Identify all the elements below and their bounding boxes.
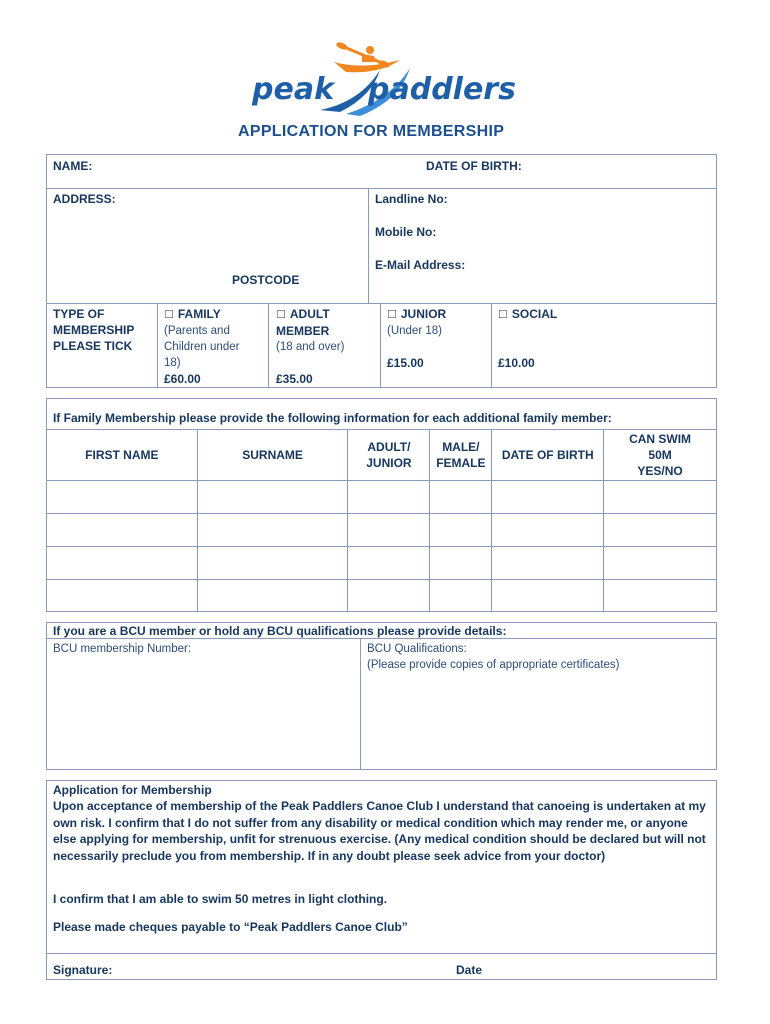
membership-option-family[interactable]: ☐ FAMILY (Parents and Children under 18) £60.00 [164,306,264,387]
checkbox-icon[interactable]: ☐ [387,309,397,321]
bcu-number-label: BCU membership Number: [53,643,192,655]
table-cell[interactable] [492,514,604,547]
table-row [47,547,717,580]
table-cell[interactable] [348,514,430,547]
family-intro: If Family Membership please provide the following information for each additional family member: [53,411,612,425]
bcu-qual-note: (Please provide copies of appropriate certificates) [367,659,620,671]
table-cell[interactable] [197,481,348,514]
table-cell[interactable] [47,481,198,514]
membership-option-social[interactable]: ☐ SOCIAL £10.00 [498,306,598,371]
bcu-header: If you are a BCU member or hold any BCU qualifications please provide details: [53,624,507,638]
table-cell[interactable] [47,580,198,612]
price-junior: £15.00 [387,356,424,370]
table-cell[interactable] [430,580,492,612]
name-label: NAME: [53,159,93,173]
col-adult-junior: ADULT/ JUNIOR [348,430,430,481]
declaration-cheques: Please made cheques payable to “Peak Paddlers Canoe Club” [53,920,408,934]
declaration-heading: Application for Membership [53,783,212,797]
table-cell[interactable] [47,547,198,580]
col-male-female: MALE/ FEMALE [430,430,492,481]
bcu-qual-field[interactable] [367,676,711,764]
dob-label: DATE OF BIRTH: [426,159,522,173]
col-can-swim: CAN SWIM 50M YES/NO [604,430,717,481]
date-label: Date [456,963,483,977]
landline-label: Landline No: [375,192,448,206]
table-cell[interactable] [197,580,348,612]
declaration-swim: I confirm that I am able to swim 50 metres in light clothing. [53,892,388,906]
page-title: APPLICATION FOR MEMBERSHIP [238,123,505,140]
mobile-label: Mobile No: [375,225,437,239]
address-field[interactable] [53,208,358,268]
table-cell[interactable] [604,580,717,612]
table-cell[interactable] [604,547,717,580]
col-surname: SURNAME [197,430,348,481]
table-cell[interactable] [604,481,717,514]
table-cell[interactable] [604,514,717,547]
price-adult: £35.00 [276,372,313,386]
email-label: E-Mail Address: [375,258,466,272]
col-first-name: FIRST NAME [47,430,198,481]
table-cell[interactable] [197,514,348,547]
logo-text-left: peak [252,72,335,107]
table-cell[interactable] [492,481,604,514]
declaration-body: Upon acceptance of membership of the Peak Paddlers Canoe Club I understand that canoeing is undertaken at my own risk. I confirm that I do not suffer from any disability or medical condition which may render me, or anyone else applying for membership, unfit for strenuous exercise. (Any medical condition should be declared but will not necessarily preclude you from membership. If in any doubt please seek advice from your doctor) [53,799,706,863]
table-cell[interactable] [348,547,430,580]
signature-label: Signature: [53,963,113,977]
dob-field[interactable] [530,156,710,184]
logo-text-right: paddlers [368,72,516,107]
price-family: £60.00 [164,372,201,386]
table-cell[interactable] [348,481,430,514]
table-cell[interactable] [47,514,198,547]
membership-option-adult[interactable]: ☐ ADULT MEMBER (18 and over) £35.00 [276,306,376,387]
checkbox-icon[interactable]: ☐ [498,309,508,321]
table-cell[interactable] [492,547,604,580]
logo [250,40,520,120]
postcode-label: POSTCODE [232,273,300,287]
table-row [47,580,717,612]
bcu-qual-label: BCU Qualifications: [367,643,467,655]
membership-option-junior[interactable]: ☐ JUNIOR (Under 18) £15.00 [387,306,487,371]
table-row [47,481,717,514]
name-field[interactable] [100,156,420,184]
bcu-number-field[interactable] [53,660,353,764]
table-cell[interactable] [430,481,492,514]
date-field[interactable] [495,958,710,978]
membership-type-label: TYPE OF MEMBERSHIP PLEASE TICK [53,307,135,353]
table-cell[interactable] [492,580,604,612]
table-cell[interactable] [197,547,348,580]
table-row [47,514,717,547]
table-cell[interactable] [430,547,492,580]
table-cell[interactable] [348,580,430,612]
address-label: ADDRESS: [53,192,116,206]
col-date-of-birth: DATE OF BIRTH [492,430,604,481]
table-cell[interactable] [430,514,492,547]
checkbox-icon[interactable]: ☐ [164,309,174,321]
signature-field[interactable] [130,958,440,978]
price-social: £10.00 [498,356,535,370]
checkbox-icon[interactable]: ☐ [276,309,286,321]
family-members-table [46,429,717,612]
